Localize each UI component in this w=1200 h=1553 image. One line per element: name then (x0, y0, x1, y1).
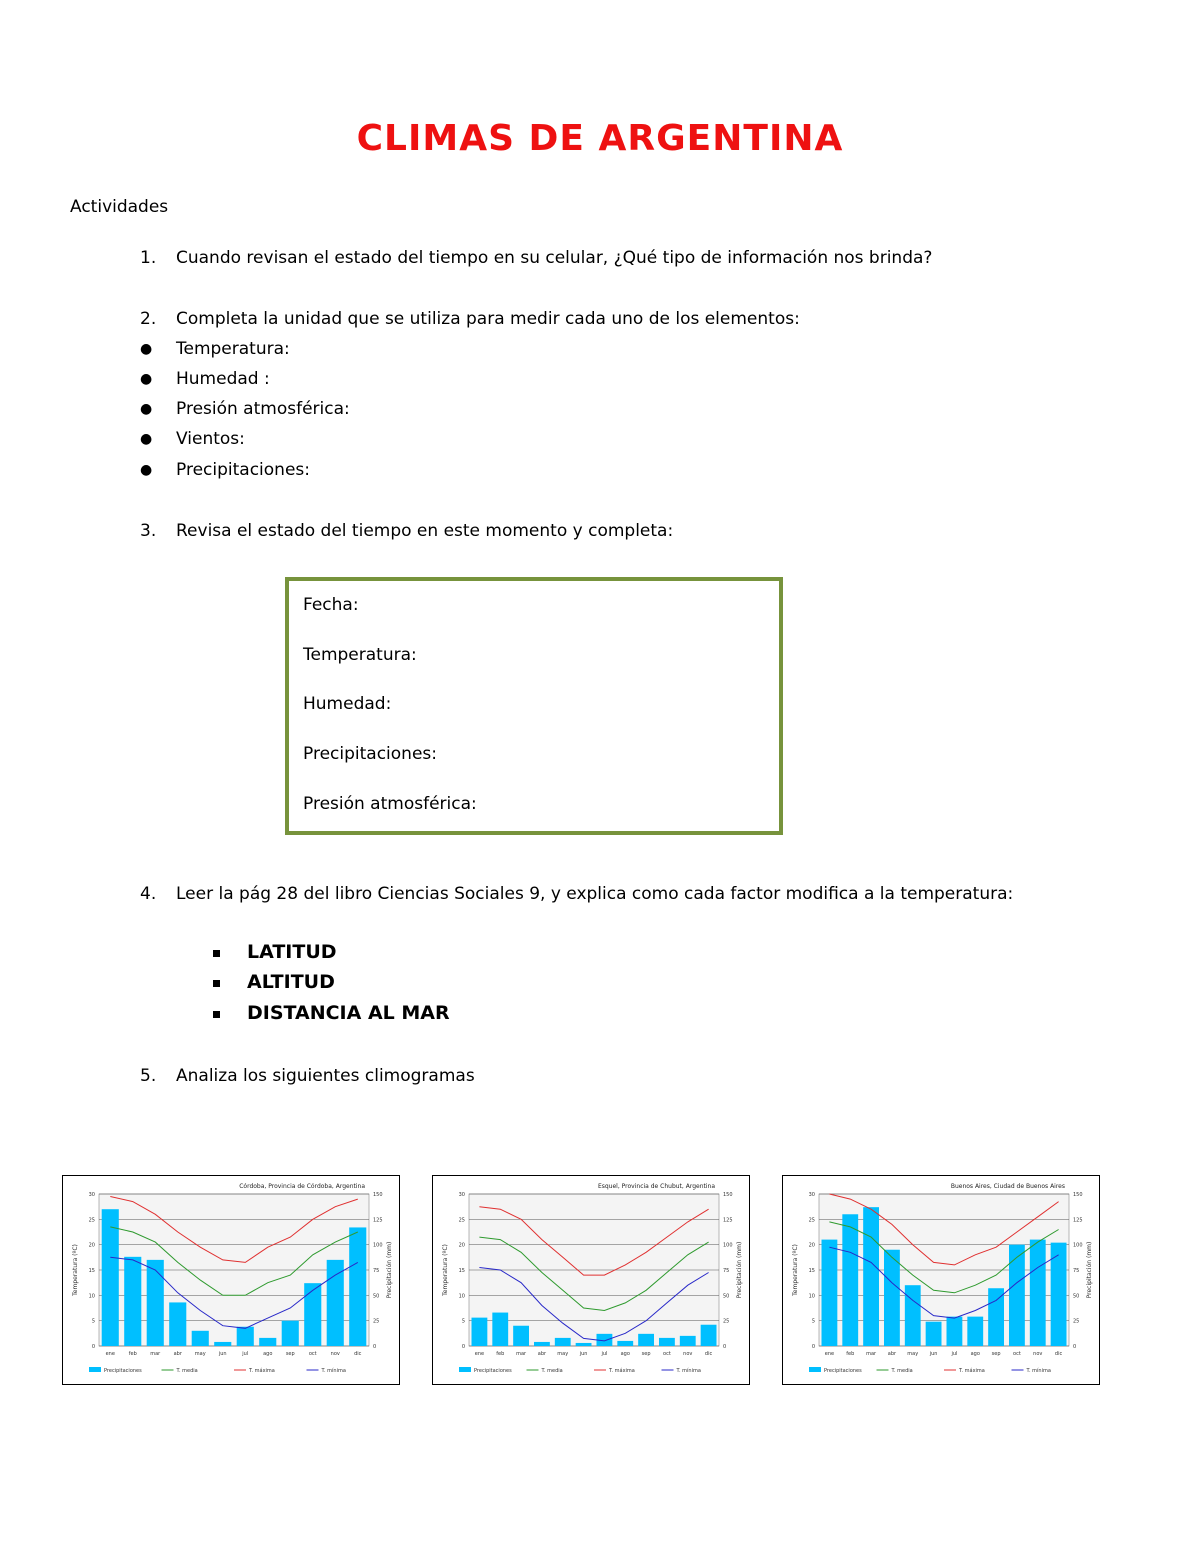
square-bullet-icon (213, 950, 220, 957)
y-axis-title: Temperatura (ºC) (442, 1244, 449, 1296)
legend-swatch (809, 1367, 821, 1372)
q2-text: Completa la unidad que se utiliza para medir cada uno de los elementos: (176, 309, 800, 329)
y-tick-label: 30 (458, 1192, 465, 1198)
precip-bar (576, 1343, 592, 1346)
q2-item: Presión atmosférica: (176, 399, 350, 419)
y-tick-label: 5 (811, 1318, 815, 1325)
x-tick-label: jul (951, 1351, 958, 1357)
precip-bar (214, 1342, 231, 1346)
precip-bar (822, 1240, 838, 1346)
precip-bar (102, 1209, 119, 1346)
form-field-precipitaciones: Precipitaciones: (303, 744, 437, 764)
form-field-temperatura: Temperatura: (303, 645, 417, 665)
y2-tick-label: 25 (723, 1318, 730, 1325)
climogram-2 (432, 1175, 750, 1385)
y2-axis-title: Precipitación (mm) (736, 1241, 743, 1299)
precip-bar (472, 1318, 488, 1346)
q2-item: Precipitaciones: (176, 460, 310, 480)
y-tick-label: 20 (808, 1242, 815, 1249)
factor-item: ALTITUD (247, 971, 335, 993)
y2-tick-label: 100 (1073, 1242, 1083, 1249)
y-tick-label: 0 (461, 1344, 465, 1350)
x-tick-label: jun (218, 1351, 227, 1357)
bullet-icon: ● (140, 341, 153, 357)
q2-item: Humedad : (176, 369, 270, 389)
y-tick-label: 30 (88, 1192, 95, 1198)
precip-bar (617, 1341, 633, 1346)
y-axis-title: Temperatura (ºC) (792, 1244, 799, 1296)
precip-bar (349, 1227, 366, 1346)
precip-bar (884, 1250, 900, 1346)
precip-bar (926, 1322, 942, 1346)
square-bullet-icon (213, 980, 220, 987)
x-tick-label: nov (330, 1351, 340, 1357)
y-tick-label: 5 (461, 1318, 465, 1325)
y2-tick-label: 50 (723, 1293, 730, 1300)
precip-bar (638, 1334, 654, 1346)
y2-tick-label: 150 (1073, 1192, 1083, 1198)
precip-bar (513, 1326, 529, 1346)
y-tick-label: 15 (88, 1268, 95, 1274)
q5-number: 5. (140, 1066, 157, 1086)
y-tick-label: 0 (91, 1344, 95, 1350)
y2-tick-label: 0 (1073, 1344, 1077, 1350)
y-tick-label: 25 (808, 1217, 815, 1224)
precip-bar (988, 1288, 1004, 1346)
precip-bar (680, 1336, 696, 1346)
legend-label: T. mínima (1026, 1368, 1051, 1374)
precip-bar (282, 1321, 299, 1346)
q1-number: 1. (140, 248, 157, 268)
precip-bar (237, 1327, 254, 1346)
chart-title: Buenos Aires, Ciudad de Buenos Aires (950, 1183, 1065, 1190)
precip-bar (259, 1338, 276, 1346)
y2-tick-label: 25 (1073, 1318, 1080, 1325)
precip-bar (124, 1257, 141, 1346)
precip-bar (304, 1283, 321, 1346)
y2-tick-label: 125 (373, 1217, 383, 1224)
square-bullet-icon (213, 1011, 220, 1018)
y-tick-label: 15 (808, 1268, 815, 1274)
x-tick-label: dic (1054, 1351, 1063, 1357)
y-tick-label: 25 (458, 1217, 465, 1224)
page-title: CLIMAS DE ARGENTINA (356, 118, 844, 159)
x-tick-label: mar (866, 1351, 877, 1357)
q2-item: Temperatura: (176, 339, 290, 359)
form-field-fecha: Fecha: (303, 595, 359, 615)
x-tick-label: ene (824, 1351, 835, 1357)
q1-text: Cuando revisan el estado del tiempo en su celular, ¿Qué tipo de información nos brinda? (176, 248, 933, 268)
y2-tick-label: 0 (723, 1344, 727, 1350)
y-tick-label: 20 (88, 1242, 95, 1249)
precip-bar (1030, 1240, 1046, 1346)
q2-item: Vientos: (176, 429, 245, 449)
y2-tick-label: 75 (1073, 1268, 1080, 1274)
y2-tick-label: 150 (723, 1192, 733, 1198)
x-tick-label: abr (173, 1351, 182, 1357)
x-tick-label: jul (242, 1351, 249, 1357)
x-tick-label: nov (683, 1351, 693, 1357)
legend-label: Precipitaciones (104, 1368, 142, 1374)
x-tick-label: sep (285, 1351, 295, 1357)
precip-bar (659, 1338, 675, 1346)
y2-tick-label: 75 (723, 1268, 730, 1274)
legend-label: T. media (176, 1368, 198, 1374)
precip-bar (701, 1325, 717, 1346)
precip-bar (534, 1342, 550, 1346)
x-tick-label: mar (150, 1351, 161, 1357)
y2-tick-label: 100 (373, 1242, 383, 1249)
factor-item: DISTANCIA AL MAR (247, 1002, 450, 1024)
x-tick-label: sep (991, 1351, 1001, 1357)
x-tick-label: ago (263, 1351, 273, 1357)
q2-number: 2. (140, 309, 157, 329)
x-tick-label: may (557, 1351, 569, 1357)
q5-text: Analiza los siguientes climogramas (176, 1066, 475, 1086)
y2-tick-label: 25 (373, 1318, 380, 1325)
legend-label: T. mínima (676, 1368, 701, 1374)
precip-bar (192, 1331, 209, 1346)
factor-item: LATITUD (247, 941, 337, 963)
precip-bar (1009, 1245, 1025, 1346)
y-tick-label: 10 (808, 1293, 815, 1300)
x-tick-label: jun (579, 1351, 588, 1357)
y-tick-label: 25 (88, 1217, 95, 1224)
q4-text: Leer la pág 28 del libro Ciencias Sociales 9, y explica como cada factor modifica a la temperatura: (176, 884, 1014, 904)
x-tick-label: feb (128, 1351, 137, 1357)
x-tick-label: oct (663, 1351, 671, 1357)
bullet-icon: ● (140, 431, 153, 447)
precip-bar (169, 1302, 186, 1346)
x-tick-label: dic (354, 1351, 362, 1357)
form-field-presion: Presión atmosférica: (303, 794, 477, 814)
bullet-icon: ● (140, 462, 153, 478)
y-axis-title: Temperatura (ºC) (72, 1244, 79, 1296)
legend-label: T. máxima (249, 1368, 275, 1374)
x-tick-label: abr (887, 1351, 897, 1357)
climogram-1 (62, 1175, 400, 1385)
climogram-chart (63, 1176, 399, 1384)
x-tick-label: may (194, 1351, 206, 1357)
y-tick-label: 5 (91, 1318, 95, 1325)
y2-tick-label: 50 (1073, 1293, 1080, 1300)
y2-tick-label: 125 (723, 1217, 733, 1224)
precip-bar (863, 1207, 879, 1346)
precip-bar (947, 1317, 963, 1346)
y-tick-label: 0 (811, 1344, 815, 1350)
legend-label: T. máxima (609, 1368, 635, 1374)
x-tick-label: sep (641, 1351, 651, 1357)
x-tick-label: mar (516, 1351, 527, 1357)
precip-bar (492, 1313, 508, 1346)
q4-number: 4. (140, 884, 157, 904)
precip-bar (842, 1214, 858, 1346)
legend-label: T. máxima (959, 1368, 985, 1374)
precip-bar (555, 1338, 571, 1346)
chart-title: Córdoba, Provincia de Córdoba, Argentina (239, 1183, 365, 1190)
y-tick-label: 20 (458, 1242, 465, 1249)
legend-label: Precipitaciones (824, 1368, 862, 1374)
y2-axis-title: Precipitación (mm) (1086, 1241, 1093, 1299)
x-tick-label: abr (537, 1351, 547, 1357)
precip-bar (147, 1260, 164, 1346)
x-tick-label: may (907, 1351, 919, 1357)
legend-label: T. mínima (321, 1368, 346, 1374)
legend-label: Precipitaciones (474, 1368, 512, 1374)
precip-bar (905, 1285, 921, 1346)
legend-label: T. media (541, 1368, 563, 1374)
weather-form-box (285, 577, 783, 835)
y-tick-label: 10 (88, 1293, 95, 1300)
y2-tick-label: 100 (723, 1242, 733, 1249)
y-tick-label: 10 (458, 1293, 465, 1300)
x-tick-label: ene (474, 1351, 485, 1357)
y-tick-label: 30 (808, 1192, 815, 1198)
x-tick-label: ago (620, 1351, 630, 1357)
x-tick-label: jul (601, 1351, 608, 1357)
chart-title: Esquel, Provincia de Chubut, Argentina (597, 1183, 715, 1190)
y2-tick-label: 50 (373, 1293, 380, 1300)
legend-label: T. media (891, 1368, 913, 1374)
form-field-humedad: Humedad: (303, 694, 392, 714)
x-tick-label: ene (105, 1351, 115, 1357)
y2-tick-label: 125 (1073, 1217, 1083, 1224)
x-tick-label: feb (846, 1351, 855, 1357)
y-tick-label: 15 (458, 1268, 465, 1274)
y2-tick-label: 75 (373, 1268, 380, 1274)
y2-tick-label: 0 (373, 1344, 377, 1350)
x-tick-label: oct (308, 1351, 317, 1357)
x-tick-label: oct (1013, 1351, 1021, 1357)
bullet-icon: ● (140, 371, 153, 387)
y2-axis-title: Precipitación (mm) (386, 1241, 393, 1299)
bullet-icon: ● (140, 401, 153, 417)
precip-bar (967, 1317, 983, 1346)
climogram-3 (782, 1175, 1100, 1385)
q3-text: Revisa el estado del tiempo en este momento y completa: (176, 521, 674, 541)
x-tick-label: nov (1033, 1351, 1043, 1357)
x-tick-label: jun (929, 1351, 938, 1357)
precip-bar (327, 1260, 344, 1346)
legend-swatch (89, 1367, 101, 1372)
x-tick-label: dic (704, 1351, 713, 1357)
climogram-chart (433, 1176, 749, 1384)
legend-swatch (459, 1367, 471, 1372)
x-tick-label: feb (496, 1351, 505, 1357)
climogram-chart (783, 1176, 1099, 1384)
section-label: Actividades (70, 197, 169, 217)
q3-number: 3. (140, 521, 157, 541)
x-tick-label: ago (970, 1351, 980, 1357)
y2-tick-label: 150 (373, 1192, 383, 1198)
